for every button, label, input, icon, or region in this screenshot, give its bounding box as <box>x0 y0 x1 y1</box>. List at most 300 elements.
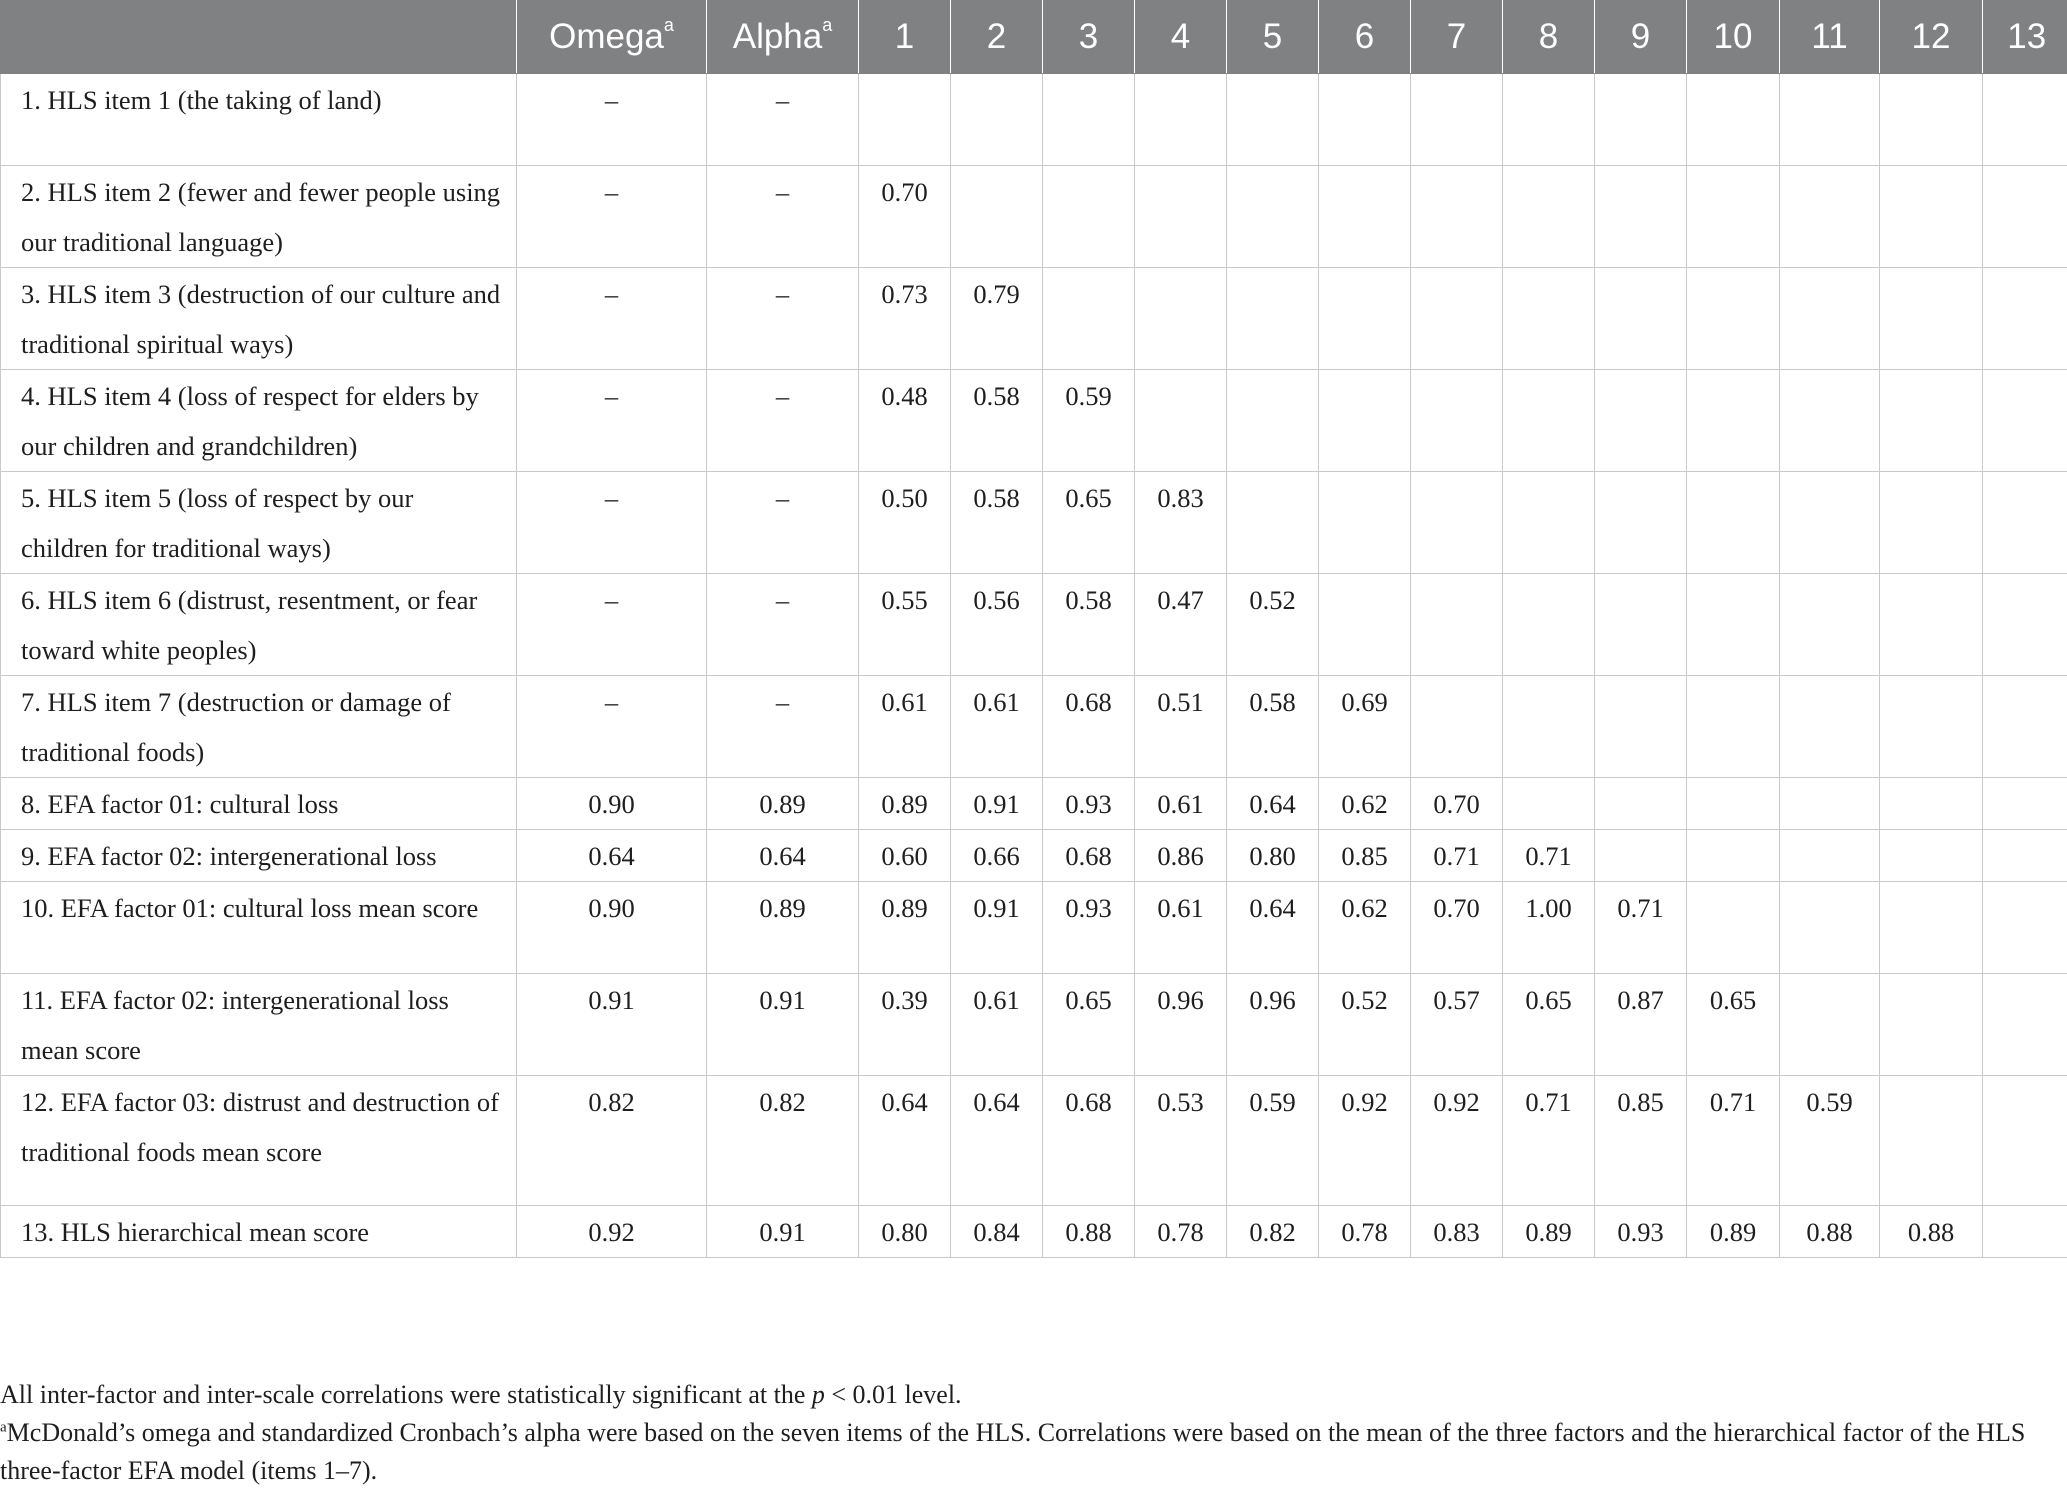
header-col-4 <box>1135 0 1227 74</box>
correlation-cell-text: 0.70 <box>1433 789 1480 819</box>
omega-cell <box>517 74 707 166</box>
header-cell-empty <box>1 0 517 74</box>
omega-cell <box>517 830 707 882</box>
correlation-cell <box>1411 830 1503 882</box>
correlation-cell <box>1880 882 1983 974</box>
correlation-cell-text: 0.83 <box>1157 483 1204 513</box>
header-text: 11 <box>1811 16 1848 56</box>
correlation-cell <box>1983 370 2067 472</box>
table-row <box>1 778 2067 830</box>
table-row <box>1 472 2067 574</box>
header-col-5 <box>1227 0 1319 74</box>
correlation-cell <box>1043 574 1135 676</box>
correlation-cell-text: 0.64 <box>1249 893 1296 923</box>
correlation-cell <box>1319 472 1411 574</box>
table-row <box>1 268 2067 370</box>
correlation-cell <box>1043 676 1135 778</box>
correlation-cell-text: 0.96 <box>1249 985 1296 1015</box>
row-label-text: 11. EFA factor 02: intergenerational loss mean score <box>21 985 449 1065</box>
correlation-cell <box>1411 974 1503 1076</box>
header-superscript: a <box>663 14 674 35</box>
correlation-cell <box>1043 472 1135 574</box>
correlation-cell <box>1503 882 1595 974</box>
alpha-cell-text: – <box>775 687 790 717</box>
correlation-cell <box>1135 830 1227 882</box>
omega-cell <box>517 574 707 676</box>
correlation-cell <box>1227 676 1319 778</box>
correlation-cell <box>951 472 1043 574</box>
row-label-text: 4. HLS item 4 (loss of respect for elders by our children and grandchildren) <box>21 381 479 461</box>
correlation-cell <box>1983 74 2067 166</box>
correlation-cell <box>1780 1076 1880 1206</box>
correlation-cell <box>1135 778 1227 830</box>
correlation-cell <box>1780 166 1880 268</box>
correlation-cell <box>1319 574 1411 676</box>
correlation-cell <box>1780 472 1880 574</box>
correlation-cell-text: 0.71 <box>1617 893 1664 923</box>
omega-cell-text: – <box>604 483 619 513</box>
correlation-cell-text: 0.69 <box>1341 687 1388 717</box>
header-text: 7 <box>1446 16 1467 56</box>
correlation-cell <box>1411 74 1503 166</box>
correlation-cell-text: 0.86 <box>1157 841 1204 871</box>
row-label-text: 6. HLS item 6 (distrust, resentment, or fear toward white peoples) <box>21 585 478 665</box>
correlation-cell-text: 0.91 <box>973 893 1020 923</box>
table-row <box>1 676 2067 778</box>
correlation-cell <box>859 676 951 778</box>
header-omega <box>517 0 707 74</box>
correlation-cell-text: 0.65 <box>1525 985 1572 1015</box>
row-label <box>1 974 517 1076</box>
correlation-cell-text: 0.58 <box>973 483 1020 513</box>
correlation-cell-text: 0.55 <box>881 585 928 615</box>
correlation-cell <box>1595 370 1687 472</box>
header-text: 6 <box>1354 16 1375 56</box>
alpha-cell <box>707 166 859 268</box>
correlation-cell-text: 0.79 <box>973 279 1020 309</box>
correlation-cell <box>1687 574 1780 676</box>
correlation-cell <box>1135 74 1227 166</box>
correlation-cell <box>1411 574 1503 676</box>
correlation-cell-text: 0.52 <box>1341 985 1388 1015</box>
correlation-cell-text: 0.71 <box>1525 841 1572 871</box>
row-label-text: 2. HLS item 2 (fewer and fewer people using our traditional language) <box>21 177 501 257</box>
correlation-cell <box>951 166 1043 268</box>
correlation-cell <box>1319 830 1411 882</box>
correlation-cell <box>1780 830 1880 882</box>
correlation-cell <box>1880 676 1983 778</box>
omega-cell-text: – <box>604 585 619 615</box>
correlation-cell <box>1983 830 2067 882</box>
omega-cell-text: 0.90 <box>588 893 635 923</box>
alpha-cell <box>707 974 859 1076</box>
correlation-cell <box>951 574 1043 676</box>
correlation-cell-text: 0.71 <box>1525 1087 1572 1117</box>
table-header-row <box>1 0 2067 74</box>
alpha-cell <box>707 882 859 974</box>
correlation-cell <box>1043 1206 1135 1258</box>
omega-cell-text: 0.92 <box>588 1217 635 1247</box>
correlation-cell <box>1983 268 2067 370</box>
correlation-cell-text: 0.58 <box>1065 585 1112 615</box>
correlation-cell-text: 0.68 <box>1065 1087 1112 1117</box>
correlation-cell <box>1595 1076 1687 1206</box>
correlation-cell-text: 0.82 <box>1249 1217 1296 1247</box>
correlation-cell-text: 0.57 <box>1433 985 1480 1015</box>
alpha-cell <box>707 676 859 778</box>
alpha-cell <box>707 74 859 166</box>
correlation-cell <box>1880 1076 1983 1206</box>
row-label <box>1 74 517 166</box>
header-text: 5 <box>1262 16 1283 56</box>
correlation-cell <box>1043 882 1135 974</box>
correlation-cell <box>1687 778 1780 830</box>
correlation-cell-text: 0.73 <box>881 279 928 309</box>
omega-cell-text: 0.90 <box>588 789 635 819</box>
correlation-cell-text: 0.68 <box>1065 841 1112 871</box>
footnote <box>0 1414 2060 1490</box>
correlation-cell <box>1227 1206 1319 1258</box>
row-label-text: 9. EFA factor 02: intergenerational loss <box>21 841 437 871</box>
alpha-cell <box>707 370 859 472</box>
header-col-6 <box>1319 0 1411 74</box>
correlation-cell <box>1983 676 2067 778</box>
correlation-cell <box>1135 882 1227 974</box>
correlation-cell <box>1983 1076 2067 1206</box>
correlation-cell-text: 0.88 <box>1907 1217 1955 1247</box>
correlation-cell <box>1503 676 1595 778</box>
correlation-cell-text: 0.61 <box>973 687 1020 717</box>
correlation-cell-text: 0.93 <box>1065 789 1112 819</box>
correlation-cell <box>859 1206 951 1258</box>
correlation-cell <box>1780 74 1880 166</box>
correlation-cell <box>1687 1206 1780 1258</box>
omega-cell-text: – <box>604 381 619 411</box>
header-superscript: a <box>822 14 833 35</box>
correlation-cell-text: 0.64 <box>973 1087 1020 1117</box>
correlation-cell <box>951 74 1043 166</box>
correlation-cell-text: 0.48 <box>881 381 928 411</box>
correlation-cell <box>859 574 951 676</box>
correlation-cell-text: 0.51 <box>1157 687 1204 717</box>
alpha-cell-text: 0.91 <box>759 985 806 1015</box>
correlation-cell <box>1687 974 1780 1076</box>
correlation-cell-text: 0.68 <box>1065 687 1112 717</box>
omega-cell-text: – <box>604 687 619 717</box>
table-notes <box>0 1376 2060 1490</box>
correlation-cell <box>1503 574 1595 676</box>
correlation-cell-text: 0.65 <box>1709 985 1757 1015</box>
header-text: 9 <box>1630 16 1651 56</box>
header-col-1 <box>859 0 951 74</box>
correlation-cell-text: 0.71 <box>1709 1087 1757 1117</box>
correlation-cell-text: 0.53 <box>1157 1087 1204 1117</box>
alpha-cell-text: 0.82 <box>759 1087 806 1117</box>
header-text: 2 <box>986 16 1007 56</box>
correlation-cell <box>1503 268 1595 370</box>
correlation-cell <box>1595 1206 1687 1258</box>
correlation-cell-text: 0.52 <box>1249 585 1296 615</box>
correlation-cell <box>1227 778 1319 830</box>
omega-cell-text: 0.82 <box>588 1087 635 1117</box>
correlation-cell-text: 0.80 <box>881 1217 928 1247</box>
correlation-cell-text: 0.58 <box>973 381 1020 411</box>
correlation-cell <box>1780 778 1880 830</box>
correlation-cell <box>951 676 1043 778</box>
table-row <box>1 1076 2067 1206</box>
correlation-cell-text: 0.61 <box>1157 789 1204 819</box>
correlation-cell <box>1595 472 1687 574</box>
header-text: 3 <box>1078 16 1099 56</box>
correlation-cell <box>1503 778 1595 830</box>
correlation-cell <box>1595 778 1687 830</box>
correlation-cell <box>859 830 951 882</box>
correlation-cell <box>1411 1206 1503 1258</box>
correlation-cell <box>1595 574 1687 676</box>
correlation-cell <box>1411 1076 1503 1206</box>
correlation-cell-text: 1.00 <box>1525 893 1572 923</box>
correlation-cell <box>1880 166 1983 268</box>
correlation-cell-text: 0.59 <box>1249 1087 1296 1117</box>
correlation-cell-text: 0.39 <box>881 985 928 1015</box>
correlation-cell <box>1319 74 1411 166</box>
correlation-cell <box>1319 166 1411 268</box>
correlation-cell-text: 0.87 <box>1617 985 1664 1015</box>
omega-cell <box>517 370 707 472</box>
header-text: 4 <box>1170 16 1191 56</box>
correlation-cell-text: 0.64 <box>1249 789 1296 819</box>
correlation-cell <box>1411 778 1503 830</box>
row-label <box>1 370 517 472</box>
row-label <box>1 676 517 778</box>
header-text: Omega <box>549 16 664 56</box>
correlation-cell-text: 0.71 <box>1433 841 1480 871</box>
correlation-cell <box>1043 1076 1135 1206</box>
correlation-cell <box>1595 974 1687 1076</box>
correlation-cell <box>1319 1076 1411 1206</box>
correlation-cell <box>1687 370 1780 472</box>
correlation-cell <box>1135 574 1227 676</box>
row-label-text: 12. EFA factor 03: distrust and destruction of traditional foods mean score <box>21 1087 499 1167</box>
correlation-cell-text: 0.61 <box>881 687 928 717</box>
correlation-cell <box>859 882 951 974</box>
row-label <box>1 268 517 370</box>
row-label <box>1 472 517 574</box>
correlation-cell <box>1411 882 1503 974</box>
correlation-cell-text: 0.85 <box>1617 1087 1664 1117</box>
correlation-cell-text: 0.70 <box>1433 893 1480 923</box>
correlation-cell <box>1135 472 1227 574</box>
correlation-cell <box>1135 974 1227 1076</box>
correlation-cell <box>1319 882 1411 974</box>
correlation-cell <box>1687 74 1780 166</box>
alpha-cell-text: – <box>775 585 790 615</box>
correlation-cell <box>1880 472 1983 574</box>
correlation-cell-text: 0.83 <box>1433 1217 1480 1247</box>
correlation-cell-text: 0.96 <box>1157 985 1204 1015</box>
row-label <box>1 166 517 268</box>
alpha-cell <box>707 1076 859 1206</box>
correlation-cell <box>1880 74 1983 166</box>
correlation-cell <box>1319 676 1411 778</box>
correlation-cell <box>1411 268 1503 370</box>
correlation-cell-text: 0.59 <box>1806 1087 1853 1117</box>
correlation-cell <box>1227 574 1319 676</box>
correlation-cell-text: 0.78 <box>1341 1217 1388 1247</box>
alpha-cell <box>707 1206 859 1258</box>
correlation-cell <box>1043 974 1135 1076</box>
correlation-cell-text: 0.84 <box>973 1217 1020 1247</box>
omega-cell-text: – <box>604 177 619 207</box>
header-col-2 <box>951 0 1043 74</box>
alpha-cell-text: 0.89 <box>759 893 806 923</box>
omega-cell <box>517 268 707 370</box>
row-label <box>1 830 517 882</box>
omega-cell <box>517 1076 707 1206</box>
row-label-text: 13. HLS hierarchical mean score <box>21 1217 370 1247</box>
correlation-cell <box>1503 1076 1595 1206</box>
correlation-cell-text: 0.92 <box>1433 1087 1480 1117</box>
correlation-cell <box>1319 370 1411 472</box>
header-col-7 <box>1411 0 1503 74</box>
correlation-cell <box>1595 166 1687 268</box>
correlation-cell <box>1411 166 1503 268</box>
correlation-cell <box>1880 268 1983 370</box>
correlation-cell <box>1595 830 1687 882</box>
correlation-cell <box>1503 830 1595 882</box>
row-label-text: 8. EFA factor 01: cultural loss <box>21 789 339 819</box>
correlation-cell-text: 0.91 <box>973 789 1020 819</box>
correlation-cell <box>951 882 1043 974</box>
correlation-cell <box>1687 166 1780 268</box>
correlation-cell <box>859 472 951 574</box>
correlation-cell <box>1687 676 1780 778</box>
correlation-cell-text: 0.62 <box>1341 789 1388 819</box>
correlation-cell-text: 0.80 <box>1249 841 1296 871</box>
correlation-cell-text: 0.89 <box>881 893 928 923</box>
table-row <box>1 882 2067 974</box>
header-text: 1 <box>894 16 915 56</box>
alpha-cell-text: 0.91 <box>759 1217 806 1247</box>
row-label-text: 3. HLS item 3 (destruction of our culture and traditional spiritual ways) <box>21 279 501 359</box>
row-label <box>1 1076 517 1206</box>
correlation-cell <box>1780 370 1880 472</box>
row-label <box>1 574 517 676</box>
correlation-cell <box>1319 1206 1411 1258</box>
table-row <box>1 974 2067 1076</box>
table-row <box>1 574 2067 676</box>
correlation-cell-text: 0.89 <box>881 789 928 819</box>
omega-cell <box>517 676 707 778</box>
footnote-marker: a <box>0 1419 7 1436</box>
header-text: 13 <box>2007 16 2047 56</box>
correlation-cell-text: 0.88 <box>1806 1217 1853 1247</box>
correlation-cell <box>1687 1076 1780 1206</box>
correlation-cell <box>1135 676 1227 778</box>
header-text: Alpha <box>732 16 823 56</box>
alpha-cell <box>707 268 859 370</box>
correlation-cell <box>1983 574 2067 676</box>
correlation-cell <box>1503 74 1595 166</box>
correlation-cell <box>1687 882 1780 974</box>
correlation-cell-text: 0.70 <box>881 177 928 207</box>
correlation-cell <box>1503 166 1595 268</box>
correlation-cell <box>1687 830 1780 882</box>
correlation-cell <box>1780 1206 1880 1258</box>
correlation-cell <box>1880 830 1983 882</box>
header-text: 12 <box>1911 16 1951 56</box>
row-label <box>1 1206 517 1258</box>
correlation-cell <box>951 268 1043 370</box>
header-col-10 <box>1687 0 1780 74</box>
correlation-cell <box>1595 74 1687 166</box>
row-label <box>1 882 517 974</box>
correlation-cell-text: 0.93 <box>1617 1217 1664 1247</box>
correlation-cell <box>859 974 951 1076</box>
correlation-cell <box>951 830 1043 882</box>
footnote-text: McDonald’s omega and standardized Cronbach’s alpha were based on the seven items of the HLS. Correlations were based on the mean of the three factors and the hierarchical factor of the HLS three-factor EFA model (items 1–7). <box>0 1418 2026 1485</box>
correlation-cell-text: 0.62 <box>1341 893 1388 923</box>
correlation-cell <box>859 166 951 268</box>
correlation-cell-text: 0.50 <box>881 483 928 513</box>
correlation-cell-text: 0.92 <box>1341 1087 1388 1117</box>
correlation-cell <box>859 1076 951 1206</box>
omega-cell <box>517 974 707 1076</box>
correlation-cell <box>1319 778 1411 830</box>
correlation-cell <box>951 778 1043 830</box>
correlation-cell <box>1880 778 1983 830</box>
alpha-cell-text: – <box>775 85 790 115</box>
correlation-cell <box>1227 882 1319 974</box>
correlation-cell <box>1780 676 1880 778</box>
correlation-cell <box>1983 974 2067 1076</box>
correlation-cell-text: 0.78 <box>1157 1217 1204 1247</box>
correlation-cell <box>1043 370 1135 472</box>
correlation-cell <box>1043 830 1135 882</box>
correlation-cell <box>1227 472 1319 574</box>
correlation-cell <box>859 74 951 166</box>
correlation-cell <box>1983 1206 2067 1258</box>
correlation-cell <box>1780 974 1880 1076</box>
correlation-cell <box>1043 778 1135 830</box>
alpha-cell-text: – <box>775 381 790 411</box>
correlation-cell <box>1595 268 1687 370</box>
correlation-cell <box>1503 974 1595 1076</box>
correlation-cell <box>1880 370 1983 472</box>
correlation-cell-text: 0.61 <box>973 985 1020 1015</box>
correlation-cell <box>951 1076 1043 1206</box>
significance-note-text: All inter-factor and inter-scale correlations were statistically significant at the <box>0 1380 812 1409</box>
row-label-text: 1. HLS item 1 (the taking of land) <box>21 85 382 115</box>
header-col-3 <box>1043 0 1135 74</box>
header-text: 8 <box>1538 16 1559 56</box>
alpha-cell-text: 0.64 <box>759 841 806 871</box>
alpha-cell-text: – <box>775 483 790 513</box>
correlation-cell <box>1411 370 1503 472</box>
row-label-text: 5. HLS item 5 (loss of respect by our children for traditional ways) <box>21 483 414 563</box>
correlation-cell <box>1135 1076 1227 1206</box>
correlation-cell <box>1135 370 1227 472</box>
table-row <box>1 370 2067 472</box>
correlation-cell-text: 0.89 <box>1709 1217 1757 1247</box>
row-label <box>1 778 517 830</box>
correlation-cell <box>1503 472 1595 574</box>
correlation-cell <box>1227 974 1319 1076</box>
correlation-cell <box>1135 166 1227 268</box>
correlation-cell-text: 0.61 <box>1157 893 1204 923</box>
correlation-cell-text: 0.58 <box>1249 687 1296 717</box>
correlation-cell-text: 0.59 <box>1065 381 1112 411</box>
